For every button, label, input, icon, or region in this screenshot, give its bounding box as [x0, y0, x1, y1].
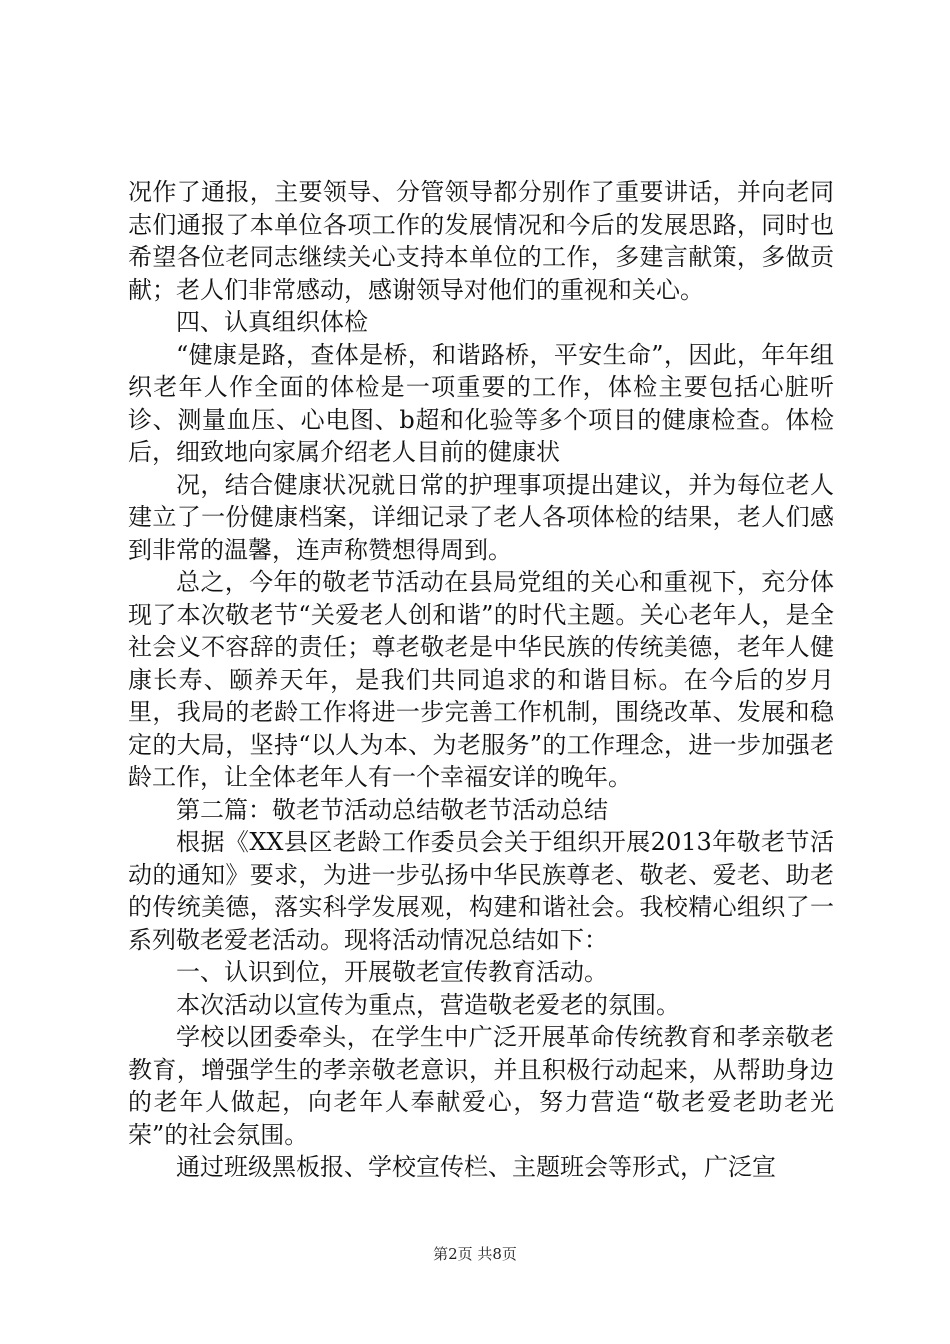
- page-number-footer: 第2页 共8页: [433, 1245, 517, 1263]
- paragraph: 根据《XX县区老龄工作委员会关于组织开展2013年敬老节活动的通知》要求，为进一步弘扬中华民族尊老、敬老、爱老、助老的传统美德，落实科学发展观，构建和谐社会。我校精心组织了一系列敬老爱老活动。现将活动情况总结如下：: [128, 828, 834, 954]
- paragraph: 学校以团委牵头，在学生中广泛开展革命传统教育和孝亲敬老教育，增强学生的孝亲敬老意识，并且积极行动起来，从帮助身边的老年人做起，向老年人奉献爱心，努力营造“敬老爱老助老光荣”的社会氛围。: [128, 1023, 834, 1149]
- section-heading: 四、认真组织体检: [176, 308, 368, 336]
- paragraph: 况作了通报，主要领导、分管领导都分别作了重要讲话，并向老同志们通报了本单位各项工作的发展情况和今后的发展思路，同时也希望各位老同志继续关心支持本单位的工作，多建言献策，多做贡献；老人们非常感动，感谢领导对他们的重视和关心。: [128, 178, 834, 304]
- paragraph: 通过班级黑板报、学校宣传栏、主题班会等形式，广泛宣: [176, 1153, 776, 1181]
- paragraph: 本次活动以宣传为重点，营造敬老爱老的氛围。: [176, 990, 680, 1019]
- section-heading: 第二篇：敬老节活动总结敬老节活动总结: [176, 795, 608, 824]
- section-heading: 一、认识到位，开展敬老宣传教育活动。: [176, 958, 608, 986]
- document-body: [128, 176, 834, 1184]
- paragraph: 况，结合健康状况就日常的护理事项提出建议，并为每位老人建立了一份健康档案，详细记录了老人各项体检的结果，老人们感到非常的温馨，连声称赞想得周到。: [128, 470, 834, 564]
- paragraph: 总之，今年的敬老节活动在县局党组的关心和重视下，充分体现了本次敬老节“关爱老人创和谐”的时代主题。关心老年人，是全社会义不容辞的责任；尊老敬老是中华民族的传统美德，老年人健康长寿、颐养天年，是我们共同追求的和谐目标。在今后的岁月里，我局的老龄工作将进一步完善工作机制，围绕改革、发展和稳定的大局，坚持“以人为本、为老服务”的工作理念，进一步加强老龄工作，让全体老年人有一个幸福安详的晚年。: [128, 568, 834, 791]
- paragraph: “健康是路，查体是桥，和谐路桥，平安生命”，因此，年年组织老年人作全面的体检是一项重要的工作，体检主要包括心脏听诊、测量血压、心电图、b超和化验等多个项目的健康检查。体检后，细致地向家属介绍老人目前的健康状: [128, 340, 834, 466]
